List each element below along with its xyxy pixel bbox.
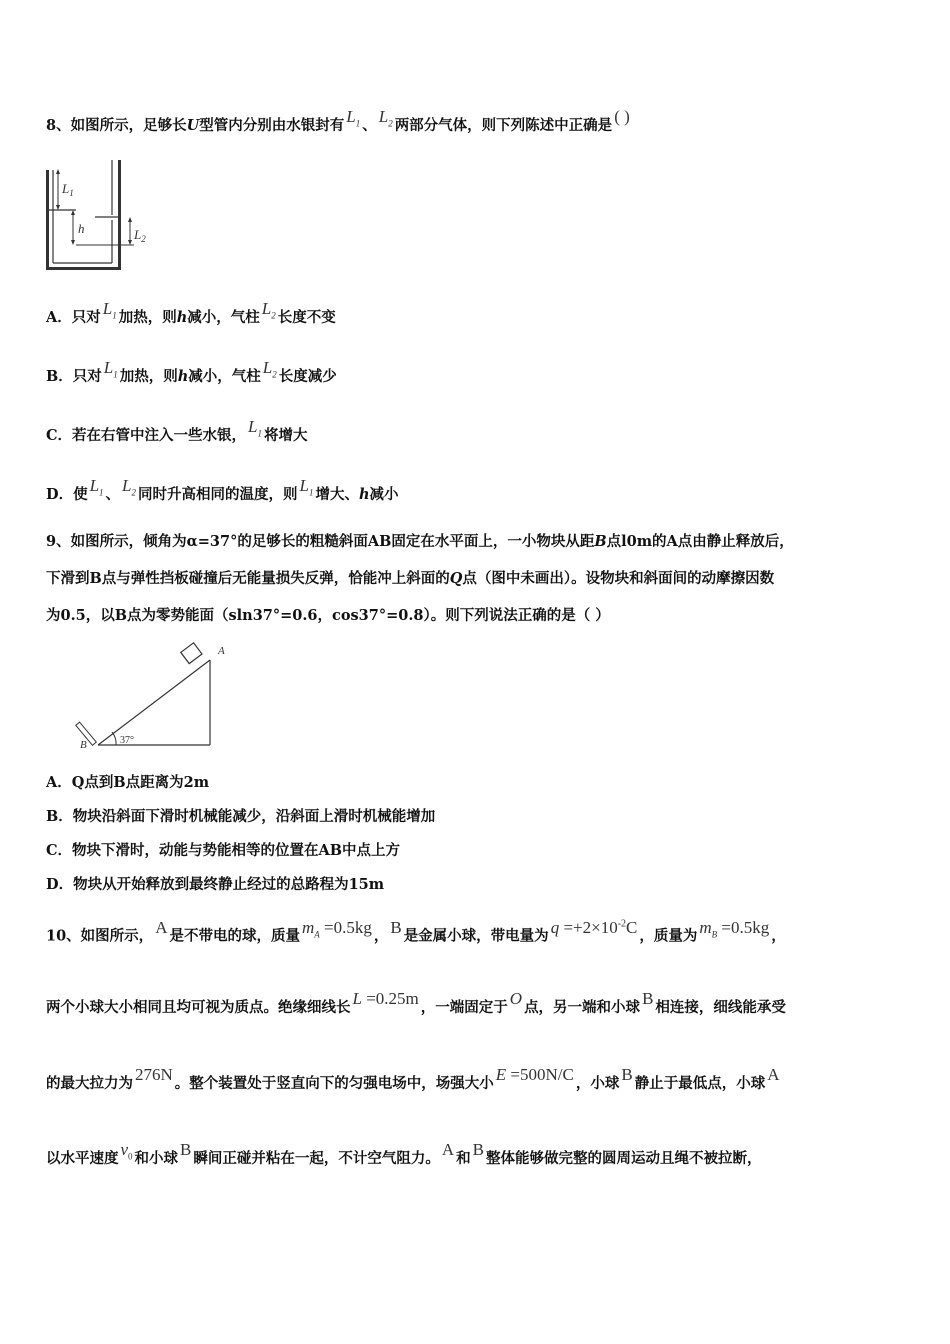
q9-option-c: C．物块下滑时，动能与势能相等的位置在AB中点上方 [46,842,401,859]
q8-option-b: B．只对 $L_1$ 加热，则h减小，气柱 $L_2$ 长度减少 [46,358,337,385]
q8-option-d: D．使 $L_1$ 、 $L_2$ 同时升高相同的温度，则 $L_1$ 增大、h减小 [46,476,399,503]
q8-option-c: C．若在右管中注入一些水银， $L_1$ 将增大 [46,417,308,444]
q10-stem-line1: 10、如图所示， A 是不带电的球，质量 $m_A =0.5kg$ ， B 是金属小球，带电量为 $q =+2\times 10^{-2}C$ ，质量为 $m_B =0.5kg$ ， [46,917,786,945]
svg-text:A: A [218,645,225,657]
q8-stem: 8、如图所示，足够长U型管内分别由水银封有 $L_1$ 、 $L_2$ 两部分气体，则下列陈述中正确是 ( ) [46,107,630,134]
q9-option-b: B．物块沿斜面下滑时机械能减少，沿斜面上滑时机械能增加 [46,808,436,825]
svg-text:L2: $L_2$ [134,227,146,244]
incline-figure [72,640,232,750]
q9-stem-line2: 下滑到B点与弹性挡板碰撞后无能量损失反弹，恰能冲上斜面的Q点（图中未画出）。设物块和斜面间的动摩擦因数 [46,570,775,587]
svg-text:37°: 37° [120,735,134,746]
q10-stem-line2: 两个小球大小相同且均可视为质点。绝缘细线长 L =0.25m ，一端固定于 O 点，另一端和小球 B 相连接，细线能承受 [46,989,786,1016]
u-tube-figure [40,155,160,280]
q8-option-a: A．只对 $L_1$ 加热，则h减小，气柱 $L_2$ 长度不变 [46,299,336,326]
q9-stem-line3: 为0.5，以B点为零势能面（sln37°=0.6，cos37°=0.8）。则下列说法正确的是（ ） [46,607,610,624]
svg-text:L1: $L_1$ [62,181,74,198]
svg-text:h: h [78,221,85,236]
svg-text:B: B [80,739,87,750]
q9-option-d: D．物块从开始释放到最终静止经过的总路程为15m [46,876,385,893]
q10-stem-line3: 的最大拉力为 276N 。整个装置处于竖直向下的匀强电场中，场强大小 E =500N/C ，小球 B 静止于最低点，小球 A [46,1065,780,1092]
q9-stem-line1: 9、如图所示，倾角为α=37°的足够长的粗糙斜面AB固定在水平面上，一小物块从距B点l0m的A点由静止释放后， [46,533,794,550]
q9-option-a: A．Q点到B点距离为2m [46,774,210,791]
q10-stem-line4: 以水平速度 $v_0$ 和小球 B 瞬间正碰并粘在一起，不计空气阻力。 A 和 B 整体能够做完整的圆周运动且绳不被拉断， [46,1140,762,1167]
